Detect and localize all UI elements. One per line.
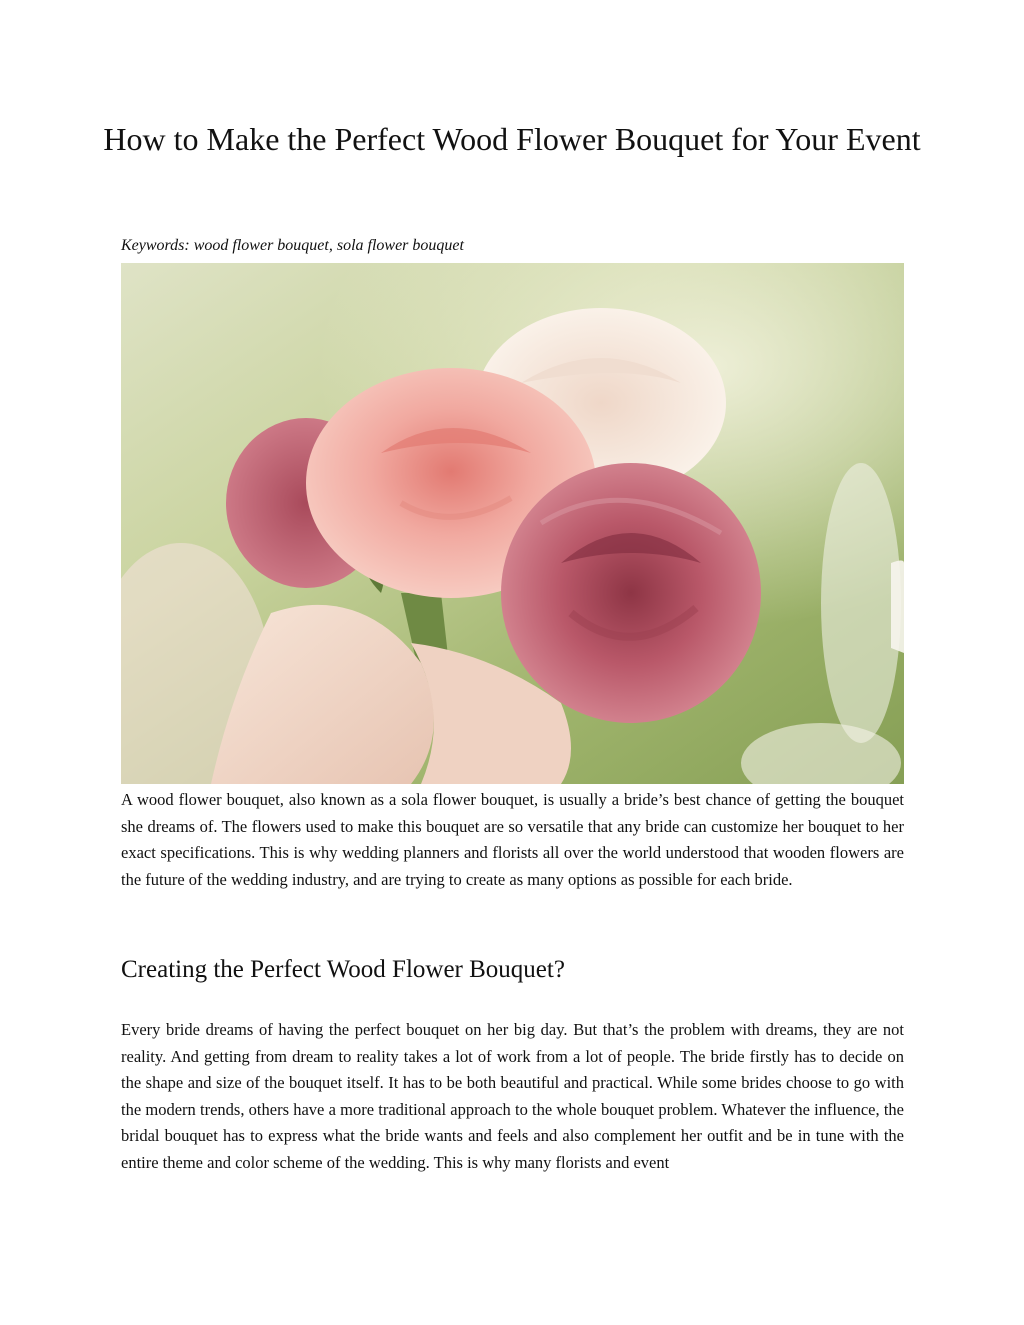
rose-bouquet-photo <box>121 263 904 784</box>
page-title: How to Make the Perfect Wood Flower Bouquet for Your Event <box>103 121 921 157</box>
body-paragraph: Every bride dreams of having the perfect bouquet on her big day. But that’s the problem with dreams, they are not reality. And getting from dream to reality takes a lot of work from a lot of people. The bride firstly has to decide on the shape and size of the bouquet itself. It has to be both beautiful and practical. While some brides choose to go with the modern trends, others have a more traditional approach to the whole bouquet problem. Whatever the influence, the bridal bouquet has to express what the bride wants and feels and also complement her outfit and be in tune with the entire theme and color scheme of the wedding. This is why many florists and event <box>121 1020 904 1172</box>
section-heading: Creating the Perfect Wood Flower Bouquet? <box>121 956 565 983</box>
keywords-line: Keywords: wood flower bouquet, sola flower bouquet <box>121 237 464 254</box>
intro-paragraph: A wood flower bouquet, also known as a sola flower bouquet, is usually a bride’s best chance of getting the bouquet she dreams of. The flowers used to make this bouquet are so versatile that any bride can customize her bouquet to her exact specifications. This is why wedding planners and florists all over the world understood that wooden flowers are the future of the wedding industry, and are trying to create as many options as possible for each bride. <box>121 790 904 889</box>
